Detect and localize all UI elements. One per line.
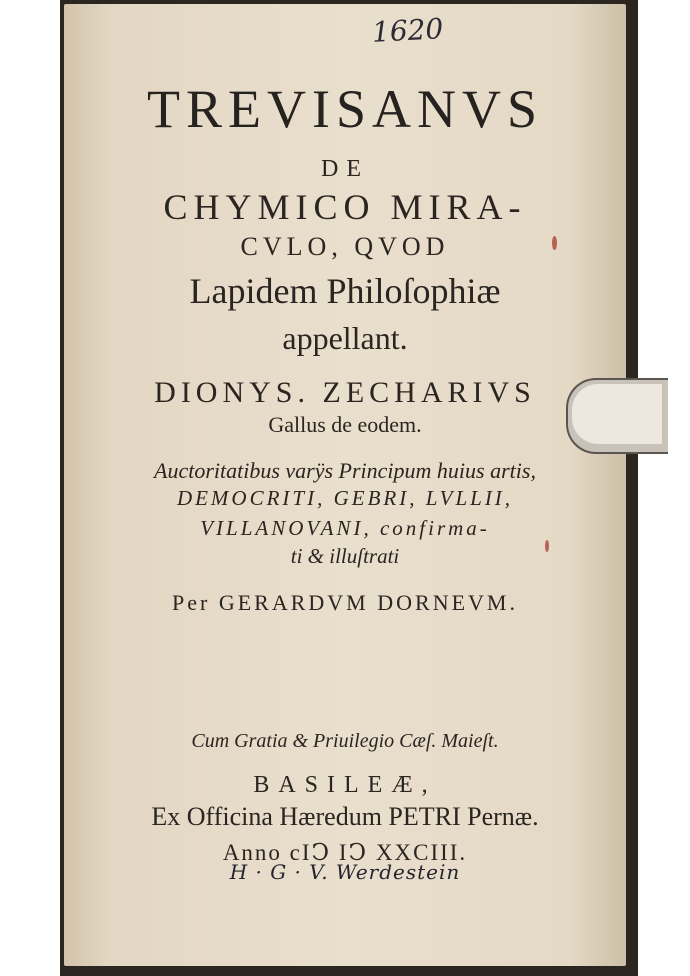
title-de: DE	[321, 156, 369, 182]
imprint-year: Anno cIↃ IↃ XXCIII.	[222, 840, 468, 865]
title-line-appellant: appellant.	[282, 320, 408, 356]
imprint-printer: Ex Officina Hæredum PETRI Pernæ.	[151, 802, 539, 831]
authorities-closing: ti & illuſtrati	[290, 544, 400, 568]
red-ink-spot	[552, 236, 557, 250]
privilege-line: Cum Gratia & Priuilegio Cæſ. Maieſt.	[191, 730, 499, 752]
title-line-lapidem: Lapidem Philoſophiæ	[189, 271, 501, 311]
handwritten-owner-signature: H · G · V. Werdestein	[229, 860, 461, 884]
handwritten-shelf-mark: 1620	[371, 12, 445, 49]
editor-line: Per GERARDVM DORNEVM.	[172, 590, 518, 615]
second-author-subtitle: Gallus de eodem.	[268, 412, 422, 437]
authorities-names-1: DEMOCRITI, GEBRI, LVLLII,	[176, 486, 514, 510]
second-author: DIONYS. ZECHARIVS	[154, 376, 536, 409]
red-ink-spot	[545, 540, 549, 552]
title-line-chymico: CHYMICO MIRA-	[163, 187, 527, 227]
book-title: TREVISANVS	[146, 79, 544, 139]
title-line-culo: CVLO, QVOD	[240, 232, 450, 261]
imprint-place: BASILEÆ,	[253, 772, 437, 798]
authorities-line: Auctoritatibus varÿs Principum huius artis,	[154, 458, 536, 483]
authorities-names-2: VILLANOVANI, confirma-	[200, 516, 490, 540]
